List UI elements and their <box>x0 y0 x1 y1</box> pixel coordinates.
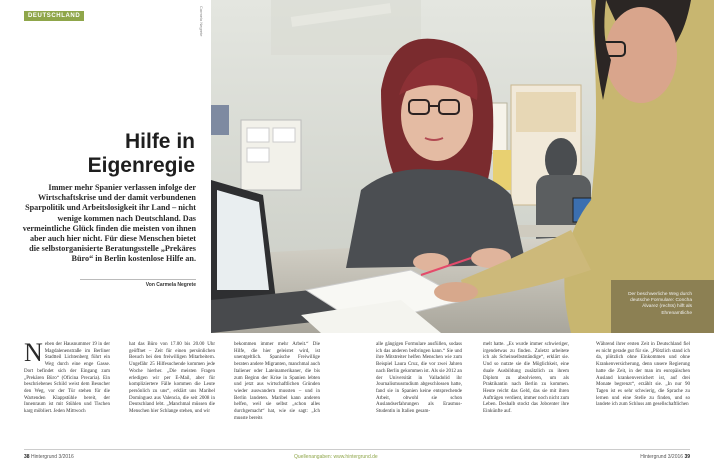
headline-line-1: Hilfe in <box>124 130 195 153</box>
article-column-4 <box>376 342 462 416</box>
column-text: bekommen immer mehr Arbeit.“ Die Hilfe, die hier geleistet wird, ist unentgeltlich. Spanische Freiwillige beraten andere Migranten, manchmal auch Italiener oder Lateinamerikaner, die bis zum Beginn der Krise in Spanien lebten und jetzt aus wirtschaftlichen Gründen wieder auswandern mussten – und in Berlin landeten. Maribel kann anderen helfen, weil sie selbst „schon alles durchgemacht“ hat, wie sie sagt: „Ich musste bereits <box>234 342 320 421</box>
photo-credit: Carmela Negrete <box>199 6 204 37</box>
column-text: eben der Hausnummer 19 in der Magdalenenstraße im Berliner Stadtteil Lichtenberg führt ein Weg durch eine enge Gasse. Dort befindet sich der Eingang zum „Prekären Büro“ (Oficina Precaria). Ein beschriebenes Schild weist dem Besucher den Weg, vor der Tür stehen für die Wartenden Klappstühle bereit, der Innenraum ist mit Stühlen und Tischen karg möbliert. Jeden Mittwoch <box>24 342 110 415</box>
article-photo <box>211 0 714 333</box>
page-number-right: 39 <box>684 454 690 460</box>
section-label: DEUTSCHLAND <box>24 11 84 21</box>
footer-title-left: Hintergrund 3/2016 <box>30 454 74 460</box>
article-column-1 <box>24 338 110 416</box>
footer-source: Quellenangaben: www.hintergrund.de <box>294 454 378 460</box>
article-column-3 <box>234 342 320 422</box>
article-column-5 <box>483 342 569 416</box>
column-text: melt hatte. „Es wurde immer schwieriger, irgendetwas zu finden. Zuletzt arbeitete ich als Scheinselbstständige“, erklärt sie. Und so nutzte sie die Möglichkeit, eine duale Ausbildung zusätzlich zu ihrem Diplom zu absolvieren, um als Praktikantin nach Berlin zu kommen. Heute reicht das Geld, das sie mit ihren Aufträgen verdient, immer noch nicht zum Leben. Deshalb stockt das Jobcenter ihre Einkünfte auf. <box>483 342 569 415</box>
lead-paragraph: Immer mehr Spanier verlassen infolge der Wirtschaftskrise und der damit verbundenen Sparpolitik und Arbeitslosigkeit ihr Land – nicht wenige kommen nach Deutschland. Das vermeintliche Glück finden die meisten von ihnen aber auch hier nicht. Für diese Menschen bietet die selbstorganisierte Beratungsstelle „Prekäres Büro“ in Berlin kostenlose Hilfe an. <box>22 183 196 264</box>
photo-caption: Der beschwerliche Weg durch deutsche Formulare: Concha Álvarez (rechts) hilft als Ehrenamtliche <box>628 292 692 316</box>
drop-cap: N <box>24 338 43 367</box>
footer-right <box>640 454 690 460</box>
headline-line-2: Eigenregie <box>87 154 195 177</box>
column-text: Während ihrer ersten Zeit in Deutschland fiel es nicht gerade gut für sie. „Plötzlich stand ich da, plötzlich ohne Einkommen und ohne Krankenversicherung, denn unsere Regierung hatte die Zeit, in der man im europäischen Ausland krankenversichert ist, auf drei Monate begrenzt“, erzählt sie. „In nur 90 Tagen ist es sehr schwierig, die Sprache zu lernen und eine Stelle zu finden, und so landete ich zum Schluss am gesellschaftlichen <box>596 342 690 408</box>
byline: Von Carmela Negrete <box>80 279 196 288</box>
footer-title-right: Hintergrund 3/2016 <box>640 454 684 460</box>
page-number-left: 38 <box>24 454 30 460</box>
footer-left <box>24 454 74 460</box>
article-column-2 <box>129 342 215 416</box>
column-text: alle gängigen Formulare ausfüllen, sodass ich das anderen beibringen kann.“ Sie und ihre Mitstreiter helfen Menschen wie zum Beispiel Laura Cruz, die vor zwei Jahren nach Berlin gekommen ist. Als sie 2012 an der Universität in Valladolid ihr Journalismusstudium abgeschlossen hatte, fand sie in Spanien keine entsprechende Arbeit, obwohl sie schon Auslandserfahrungen als Erasmus-Studentin in Italien gesam- <box>376 342 462 415</box>
photo-illustration <box>211 0 714 333</box>
column-text: hat das Büro von 17.00 bis 20.00 Uhr geöffnet – Zeit für einen persönlichen Besuch bei den freiwilligen Mitarbeitern. Ungefähr 25 Hilfesuchende kommen jede Woche hierher. „Die meisten Fragen erledigen wir per E-Mail, aber für kompliziertere Fälle kommen die Leute persönlich zu uns“, erklärt uns Maribel Domínguez aus Valencia, die seit 2008 in Deutschland lebt. „Manchmal müssen die Menschen hier Schlange stehen, und wir <box>129 342 215 415</box>
footer-rule <box>24 449 690 450</box>
headline <box>88 130 195 178</box>
article-column-6 <box>596 342 690 409</box>
